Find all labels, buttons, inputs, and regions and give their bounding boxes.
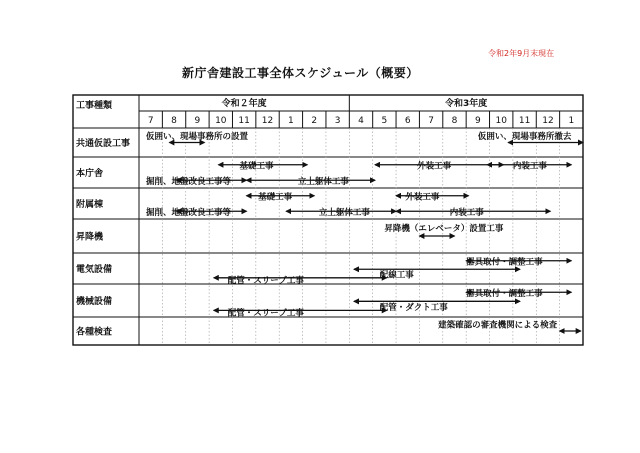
month-label: 11 <box>518 116 531 126</box>
task-label: 基礎工事 <box>239 161 274 172</box>
month-label: 9 <box>474 116 481 126</box>
month-label: 1 <box>288 116 294 126</box>
task-label: 内装工事 <box>512 161 547 172</box>
year-label: 令和3年度 <box>445 99 488 109</box>
row-label: 本庁舎 <box>76 169 104 179</box>
month-label: 7 <box>147 116 154 126</box>
month-label: 10 <box>215 116 227 126</box>
task-label: 掘削、地盤改良工事等 <box>146 176 232 187</box>
month-label: 2 <box>311 116 318 126</box>
task-label: 立上躯体工事 <box>297 176 349 187</box>
month-label: 5 <box>381 116 388 126</box>
task-label: 仮囲い、現場事務所の設置 <box>146 131 249 142</box>
month-label: 3 <box>334 116 341 126</box>
task-label: 器具取付・調整工事 <box>466 288 543 299</box>
row-label: 昇降機 <box>76 232 104 243</box>
month-label: 1 <box>568 116 575 126</box>
task-label: 配管・スリーブ工事 <box>227 308 304 319</box>
month-label: 7 <box>428 116 434 126</box>
task-label: 掘削、地盤改良工事等 <box>146 207 232 218</box>
task-label: 器具取付・調整工事 <box>466 257 543 268</box>
month-label: 9 <box>194 116 201 126</box>
row-label: 附属棟 <box>76 200 104 210</box>
task-label: 内装工事 <box>449 207 484 218</box>
task-label: 仮囲い、現場事務所撤去 <box>477 131 572 142</box>
task-label: 配管・ダクト工事 <box>379 302 448 313</box>
task-label: 外装工事 <box>405 192 440 203</box>
year-label: 令和２年度 <box>221 99 267 109</box>
task-label: 昇降機（エレベータ）設置工事 <box>384 224 504 234</box>
month-label: 12 <box>261 116 274 126</box>
row-label: 機械設備 <box>76 297 113 307</box>
row-label: 電気設備 <box>76 265 113 275</box>
row-label: 共通仮設工事 <box>76 139 131 149</box>
task-label: 立上躯体工事 <box>318 207 370 218</box>
month-label: 4 <box>358 116 364 126</box>
task-label: 基礎工事 <box>258 192 293 203</box>
month-label: 8 <box>171 116 177 126</box>
task-label: 配線工事 <box>379 270 414 281</box>
task-label: 建築確認の審査機関による検査 <box>438 320 558 331</box>
month-label: 10 <box>495 116 507 126</box>
date-note: 令和2年9月末現在 <box>488 49 555 58</box>
row-label: 各種検査 <box>76 327 113 338</box>
page-title: 新庁舎建設工事全体スケジュール（概要） <box>182 66 419 80</box>
month-label: 6 <box>404 116 411 126</box>
task-label: 外装工事 <box>417 161 452 172</box>
month-label: 11 <box>238 116 250 126</box>
task-label: 配管・スリーブ工事 <box>227 275 304 286</box>
col-header-label: 工事種類 <box>76 101 113 111</box>
month-label: 8 <box>451 116 458 126</box>
month-label: 12 <box>542 116 554 126</box>
